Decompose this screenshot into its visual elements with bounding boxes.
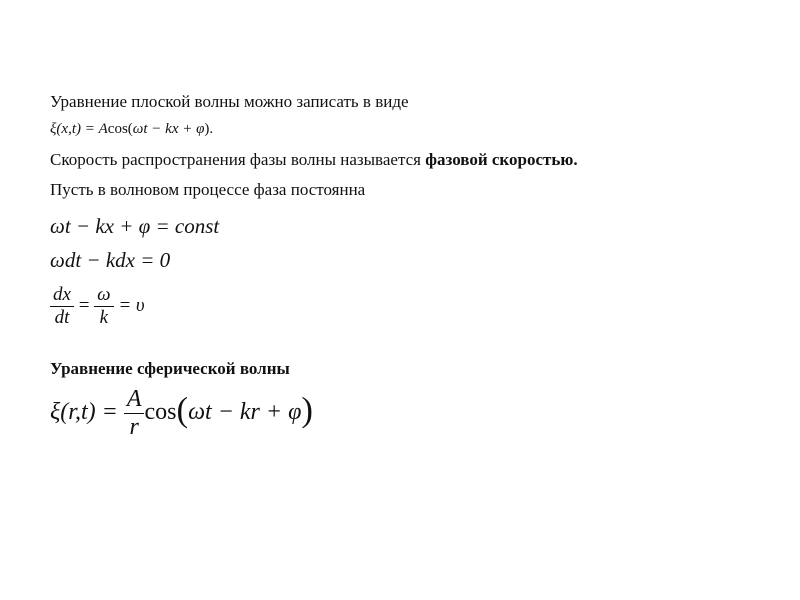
phase-speed-term: фазовой скоростью. — [425, 150, 578, 169]
spherical-wave-formula: ξ(r,t) = $\frac{A}{r}$ cos(ωt − kr + φ) — [50, 386, 313, 440]
phase-velocity-formula — [50, 284, 145, 329]
k-denominator: k — [94, 306, 113, 329]
spherical-wave-lhs: ξ(r,t) = — [50, 399, 118, 426]
phase-speed-sentence — [50, 150, 578, 170]
omega-numerator: ω — [97, 284, 111, 305]
omega-k-fraction — [94, 284, 113, 329]
plane-wave-end: ). — [204, 121, 214, 137]
dx-dt-fraction — [50, 284, 74, 329]
differential-expression: ωdt − kdx = 0 — [50, 248, 171, 272]
velocity-equals: = — [78, 294, 90, 316]
differential-formula — [50, 248, 170, 273]
dt-denominator: dt — [50, 306, 74, 329]
spherical-cos: cos — [144, 399, 177, 426]
spherical-argument: ωt − kr + φ — [188, 399, 302, 426]
spherical-wave-heading: Уравнение сферической волны — [50, 359, 290, 378]
spherical-radius: r — [124, 413, 145, 441]
plane-wave-amplitude: A — [98, 121, 108, 137]
dx-numerator: dx — [53, 284, 71, 305]
plane-wave-formula — [50, 121, 213, 138]
phase-constant-expression: ωt − kx + φ = const — [50, 214, 220, 238]
plane-wave-intro: Уравнение плоской волны можно записать в виде — [50, 92, 409, 111]
plane-wave-cos: cos( — [107, 121, 133, 137]
plane-wave-argument: ωt − kx + φ — [132, 121, 205, 137]
constant-phase-sentence: Пусть в волновом процессе фаза постоянна — [50, 180, 366, 199]
phase-speed-prefix: Скорость распространения фазы волны называется — [50, 150, 426, 169]
phase-constant-formula — [50, 214, 219, 239]
spherical-amplitude: A — [126, 386, 142, 412]
a-over-r-fraction — [124, 386, 145, 441]
plane-wave-lhs: ξ(x,t) = — [50, 121, 99, 137]
velocity-result: = υ — [118, 294, 145, 316]
